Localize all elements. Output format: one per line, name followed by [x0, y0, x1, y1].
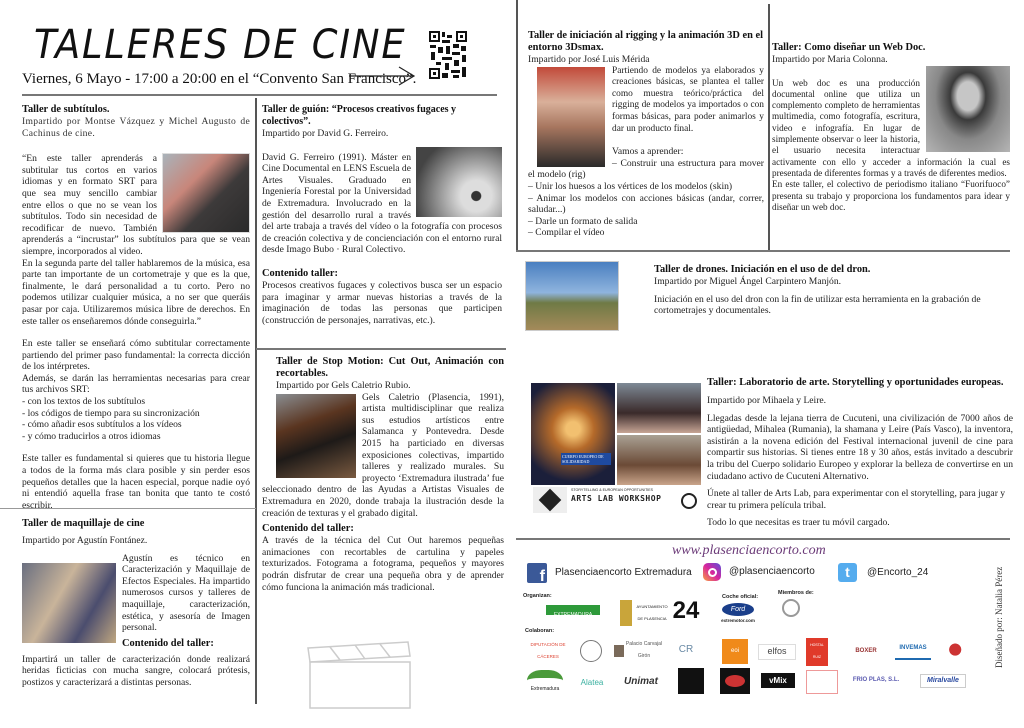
logo-junta: JUNTA DE EXTREMADURA	[546, 605, 600, 615]
twitter-link[interactable]	[838, 563, 928, 582]
description: Iniciación en el uso del dron con la fin de utilizar esta herramienta en la grabación de cortometrajes y documentales.	[654, 293, 981, 317]
colaboran-label: Colaboran:	[525, 628, 555, 634]
twitter-handle: @Encorto_24	[867, 566, 929, 578]
column-divider	[768, 4, 770, 250]
logo-extremotor: extremotor.com	[721, 617, 755, 623]
description: Impartirá un taller de caracterización donde realizará heridas ficticias con mucha sangre, colocará prótesis, postizos y caracterizará a distintas personas.	[22, 653, 250, 688]
list-item: – Unir los huesos a los vértices de los modelos (skin)	[528, 180, 733, 192]
coche-label: Coche oficial:	[722, 594, 759, 600]
section-title: Taller de Stop Motion: Cut Out, Animación con recortables.	[276, 356, 504, 379]
photo-leire	[617, 435, 701, 485]
photo-gels	[276, 394, 356, 478]
header-divider	[22, 94, 497, 96]
photo-makeup	[22, 563, 116, 643]
section-title: Taller de iniciación al rigging y la animación 3D en el entorno 3Dsmax.	[528, 30, 763, 53]
qr-code[interactable]	[428, 30, 468, 80]
description: En este taller, el colectivo de periodismo italiano “Fuorifuoco” presenta su trabajo y proporciona los fundamentos para idear y diseñar un web doc.	[772, 179, 1010, 212]
instructor: Impartido por David G. Ferreiro.	[262, 128, 389, 139]
photo-david	[416, 147, 502, 217]
content-label: Contenido taller:	[262, 267, 338, 279]
column-divider	[255, 98, 257, 704]
description: Únete al taller de Arts Lab, para experimentar con el storytelling, para jugar y crear tu primera película tribal.	[707, 488, 1006, 511]
designer-credit: Diseñado por: Natalia Pérez	[994, 566, 1004, 668]
description: Este taller es fundamental si quieres que tu historia llegue a todos de la forma más clara posible y sin perder esos pequeños detalles que la hacen especial, porque nadie oyó ni entendió aquella frase tan bonita que tanto te costó escribir.	[22, 453, 250, 511]
learn-label: Vamos a aprender:	[612, 146, 684, 158]
section-title: Taller: Laboratorio de arte. Storytelling y oportunidades europeas.	[707, 377, 1004, 388]
section-title: Taller de maquillaje de cine	[22, 518, 145, 529]
arts-lab-logo	[533, 487, 567, 513]
photo-maria	[926, 66, 1010, 152]
section-title: Taller de guión: “Procesos creativos fugaces y colectivos”.	[262, 104, 457, 127]
description: “En este taller aprenderás a subtitular tus cortos en varios idiomas y en formato SRT para que sea muy sencillo cambiar entre ellos o que no se vean los subtítulos. Todo sin necesidad de recodificar de nuevo. También aprenderás a “incrustar” los subtítulos para que se vean siempre, incorporados al video.	[22, 153, 250, 257]
logo-member	[782, 599, 800, 617]
circle-logo	[681, 493, 697, 509]
photo-mihaela	[617, 383, 701, 433]
taller-stopmotion	[262, 356, 504, 593]
list-item: - cómo añadir esos subtítulos a los vídeos	[22, 419, 182, 431]
description: David G. Ferreiro (1991). Máster en Cine Documental en LENS Escuela de Artes Visuales. Graduado en Ingeniería Forestal por la Universidad de Extremadura. Involucrado en la gestión del desarrollo rural a través del arte trabaja a través del vídeo o la fotografía con procesos de creación colectiva y de concienciación con el entorno rural desde Imago Bubo · Rural Colectivo.	[262, 151, 502, 256]
description: En la segunda parte del taller hablaremos de la música, esa parte tan importante de un cortometraje y que es la que, finalmente, le dará personalidad a tu corto. Pero no podemos utilizar cualquier música, a no ser que queráis pasar por caja. Utilizaremos música libre de derechos. En este taller os enseñaremos dónde conseguirla.”	[22, 257, 250, 327]
section-divider	[516, 250, 1010, 252]
list-item: – Compilar el vídeo	[528, 227, 605, 239]
logo-frioplas: FRIO PLAS, S.L.	[852, 677, 900, 684]
instagram-link[interactable]	[703, 563, 815, 581]
instructor: Impartido por Montse Vázquez y Michel Augusto de Cachinus de cine.	[22, 116, 250, 139]
taller-rigging	[528, 30, 764, 239]
logo-diputacion: DIPUTACIÓN DE CÁCERES	[530, 642, 566, 659]
logo-ford: Ford	[722, 603, 754, 616]
list-item: – Construir una estructura para mover el modelo (rig)	[528, 157, 764, 181]
logo-invemas: INVEMAS	[895, 640, 931, 660]
twitter-icon: t	[838, 563, 857, 582]
poster-kicker: STORYTELLING & EUROPEAN OPPORTUNITIES	[571, 488, 654, 492]
organizan-label: Organizan:	[523, 593, 552, 599]
website-link[interactable]: www.plasenciaencorto.com	[672, 543, 826, 558]
logo-hostal: HOSTAL RUIZ	[806, 638, 828, 666]
logo-unimat: Unimat	[624, 676, 658, 688]
eu-solidarity-badge: CUERPO EUROPEO DE SOLIDARIDAD	[561, 453, 611, 465]
logo-miralvalle: Miralvalle	[920, 674, 966, 688]
logo-black-1	[678, 668, 704, 694]
column-divider	[516, 0, 518, 252]
instructor: Impartido por Miguel Ángel Carpintero Manjón.	[654, 276, 842, 287]
logo-vmix: vMix	[761, 673, 795, 688]
description: Todo lo que necesitas es traer tu móvil cargado.	[707, 517, 890, 529]
arrow-right-icon	[347, 66, 417, 86]
facebook-handle: Plasenciaencorto Extremadura	[555, 567, 692, 579]
photo-drone	[525, 261, 619, 331]
photo-instructors	[162, 153, 250, 233]
facebook-icon: f	[527, 563, 547, 583]
logo-circle	[580, 640, 602, 662]
description: Además, se darán las herramientas necesarias para crear tus archivos SRT:	[22, 372, 250, 396]
list-item: - y cómo traducirlos a otros idiomas	[22, 430, 161, 442]
taller-artslab	[707, 377, 1013, 529]
page-title: TALLERES DE CINE	[34, 22, 407, 68]
section-divider	[516, 538, 1010, 540]
logo-eoi: eoi	[722, 639, 748, 664]
logo-tienda	[806, 670, 838, 694]
logo-alatea: Alatea	[580, 678, 604, 688]
list-item: – Animar los modelos con acciones básicas (andar, correr, saludar...)	[528, 192, 764, 216]
content-label: Contenido del taller:	[262, 523, 354, 535]
description: En este taller se enseñará cómo subtitular correctamente partiendo del primer paso fundamental: la correcta dicción de los intérpretes.	[22, 338, 250, 373]
taller-webdoc	[772, 42, 1010, 213]
section-title: Taller: Como diseñar un Web Doc.	[772, 42, 926, 53]
instructor: Impartido por Mihaela y Leire.	[707, 395, 827, 406]
description: Un web doc es una producción documental online que utiliza un complemento completo de herramientas multimedia, como fotografía, escritura, video e infografía. En lugar de simplemente observar o leer la historia, el usuario necesita interactuar activamente con ello y acceder a información la cual es presentada de diferentes formas y a través de diferentes medios.	[772, 77, 1010, 178]
list-item: – Darle un formato de salida	[528, 215, 638, 227]
event-date: Viernes, 6 Mayo - 17:00 a 20:00 en el “Convento San Francisco”.	[22, 71, 417, 87]
photo-projector	[531, 383, 615, 485]
instructor: Impartido por José Luis Mérida	[528, 54, 650, 65]
logo-palacio: Palacio Carvajal Girón	[614, 645, 664, 657]
taller-guion	[262, 104, 502, 326]
instagram-icon	[703, 563, 721, 581]
logo-extremadura: Extremadura	[527, 670, 563, 696]
description: Agustín es técnico en Caracterización y Maquillaje de Efectos Especiales. Ha impartido numerosos cursos y talleres de maquillaje, caracterización, estética, y asesoría de Imagen personal.	[122, 552, 250, 634]
content-label: Contenido del taller:	[122, 637, 214, 649]
instagram-handle: @plasenciaencorto	[729, 566, 815, 578]
description: Procesos creativos fugaces y colectivos busca ser un espacio para imaginar y armar nuevas historias a través de la imaginación de todas las personas que participen (construcción de personajes, narrativas, etc.).	[262, 279, 502, 326]
poster-title: ARTS LAB WORKSHOP	[571, 494, 662, 503]
description: Gels Caletrio (Plasencia, 1991), artista multidisciplinar que realiza sus estudios artísticos entre Salamanca y Pontevedra. Desde 2015 ha particiado en diversas exposiciones colectivas, impartido talleres y realizado murales. Su proyecto ‘Extremadura ilustrada’ fue seleccionado dentro de las Ayudas a Artistas Visuales de Extremadura en 2020, donde trabaja la ilustración desde la creación de texturas y el grabado digital.	[262, 391, 504, 519]
logo-cr: CR	[678, 644, 694, 656]
taller-subtitulos	[22, 104, 250, 511]
logo-24: 24	[672, 597, 700, 625]
logo-ayuntamiento: AYUNTAMIENTO DE PLASENCIA	[620, 600, 670, 626]
section-divider	[256, 348, 506, 350]
section-title: Taller de drones. Iniciación en el uso de del dron.	[654, 264, 871, 275]
instructor: Impartido por Maria Colonna.	[772, 54, 888, 65]
logo-bird	[942, 640, 964, 664]
clapperboard-icon	[300, 640, 420, 710]
list-item: - los códigos de tiempo para su sincronización	[22, 407, 200, 419]
description: Partiendo de modelos ya elaborados y creaciones básicas, se plantea el taller como muestra teórico/práctica del rigging de modelos ya importados o con formas básicas, para poder animarlos y dar un producto final.	[612, 65, 764, 134]
taller-maquillaje	[22, 518, 250, 689]
list-item: - con los textos de los subtítulos	[22, 396, 146, 408]
instructor: Impartido por Gels Caletrio Rubio.	[276, 380, 411, 391]
miembros-label: Miembros de:	[778, 590, 814, 596]
logo-elfos: elfos	[758, 644, 796, 660]
taller-drones	[654, 264, 1014, 317]
instructor: Impartido por Agustín Fontánez.	[22, 535, 148, 546]
logo-black-2	[720, 668, 750, 694]
facebook-link[interactable]	[527, 563, 692, 586]
photo-jose-luis	[537, 67, 605, 167]
logo-boxer: BOXER	[855, 648, 877, 655]
arts-lab-poster	[531, 383, 701, 515]
description: Llegadas desde la lejana tierra de Cucuteni, una civilización de 7000 años de antigüedad, Mihalea (Rumania), la shamana y Leire (País Vasco), la inventora, asistirán a la novena edición del Festival internacional juvenil de cine para compartir sus historias. Si tienes entre 18 y 30 años, estás invitado a descubrir la tribu del Cuerpo solidario Europeo y explorar la belleza de convertirse en un ciudadano activo de Cucuteni Alternativo.	[707, 412, 1013, 482]
section-title: Taller de subtítulos.	[22, 104, 110, 115]
description: A través de la técnica del Cut Out haremos pequeñas animaciones con recortables de cartulina y papeles texturizados. Fotograma a fotograma, pequeños y mayores podrán disfrutar de crear una pequeña obra y de aprender cómo funciona la animación más tradicional.	[262, 535, 504, 593]
